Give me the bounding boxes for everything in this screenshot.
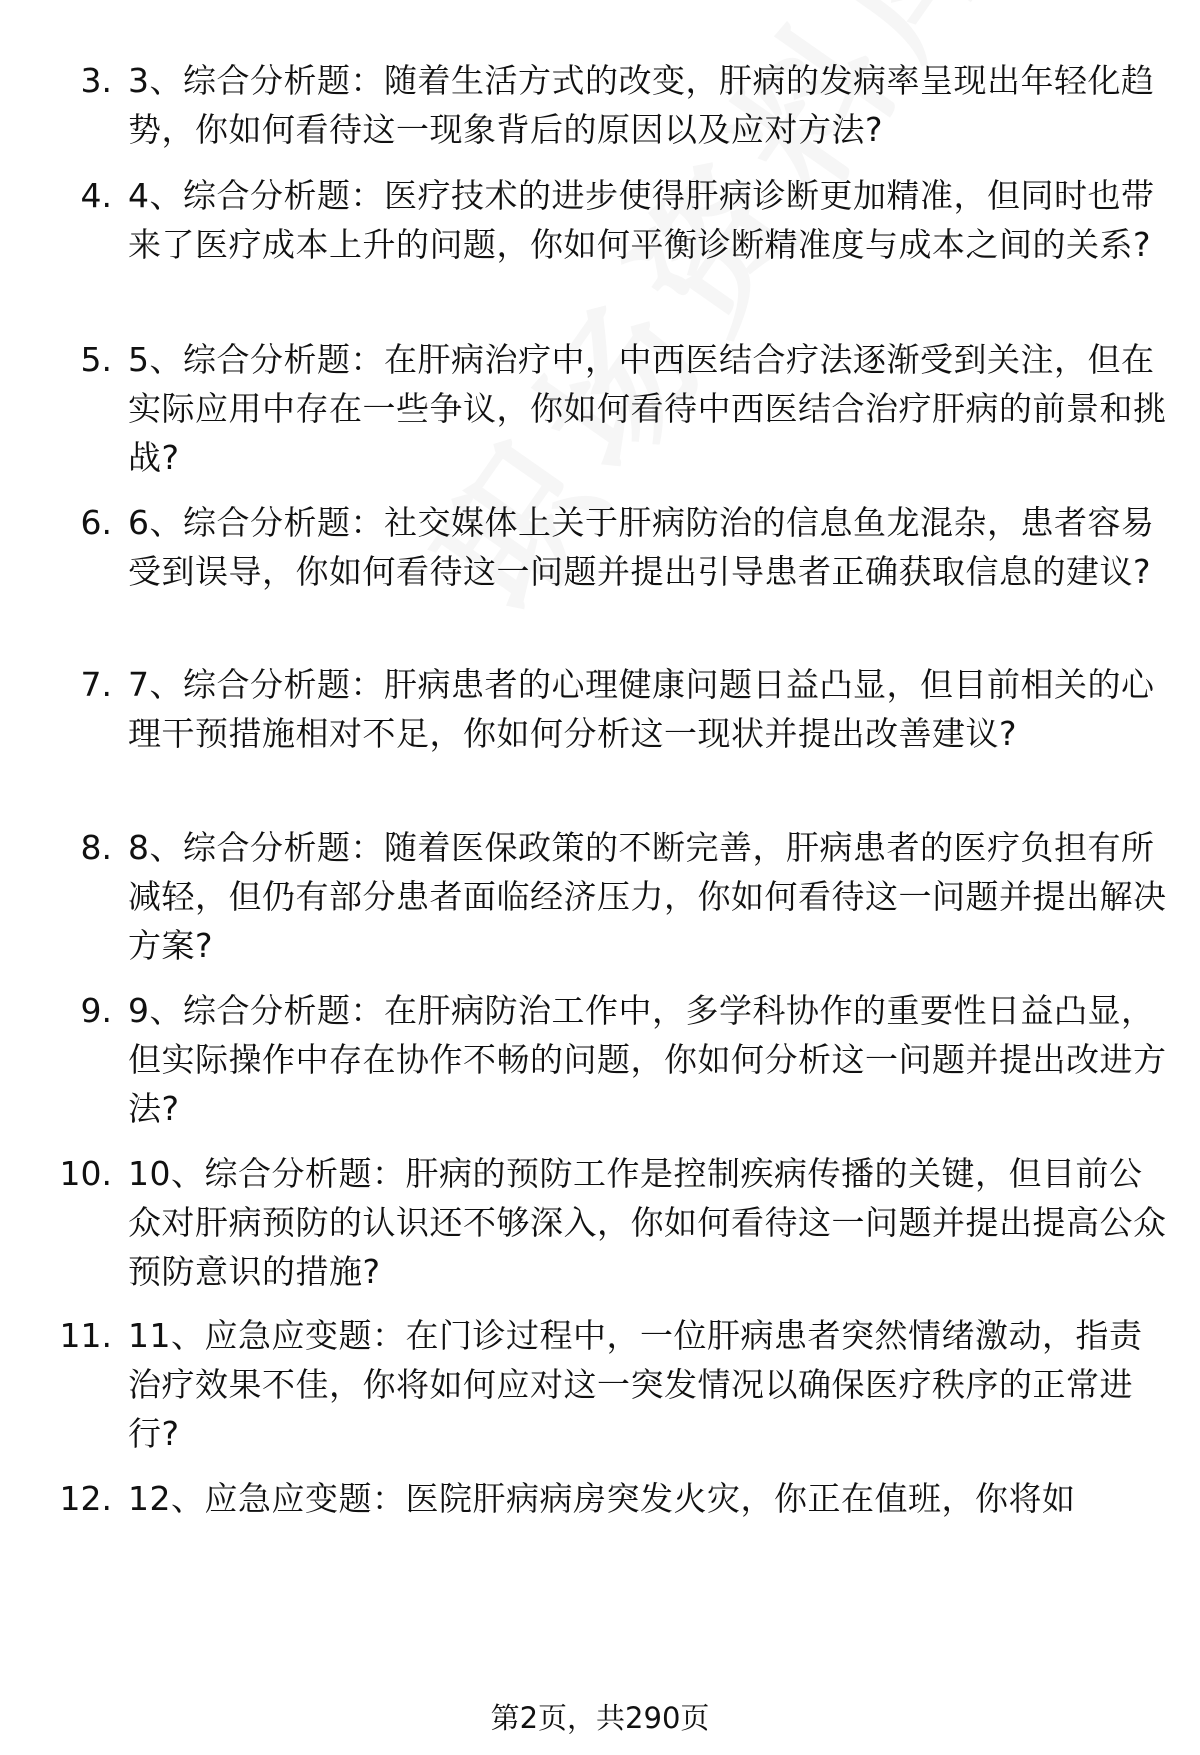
item-number: 11. xyxy=(59,1316,112,1355)
item-number: 4. xyxy=(80,176,112,215)
item-number: 6. xyxy=(80,503,112,542)
item-number: 3. xyxy=(80,61,112,100)
item-text: 6、综合分析题：社交媒体上关于肝病防治的信息鱼龙混杂，患者容易受到误导，你如何看待这一问题并提出引导患者正确获取信息的建议? xyxy=(128,503,1155,591)
item-text: 4、综合分析题：医疗技术的进步使得肝病诊断更加精准，但同时也带来了医疗成本上升的问题，你如何平衡诊断精准度与成本之间的关系? xyxy=(128,176,1155,264)
item-text: 5、综合分析题：在肝病治疗中，中西医结合疗法逐渐受到关注，但在实际应用中存在一些争议，你如何看待中西医结合治疗肝病的前景和挑战? xyxy=(128,340,1167,477)
item-text: 8、综合分析题：随着医保政策的不断完善，肝病患者的医疗负担有所减轻，但仍有部分患者面临经济压力，你如何看待这一问题并提出解决方案? xyxy=(128,828,1167,965)
item-text: 9、综合分析题：在肝病防治工作中，多学科协作的重要性日益凸显，但实际操作中存在协作不畅的问题，你如何分析这一问题并提出改进方法? xyxy=(128,991,1167,1128)
page-footer: 第2页，共290页 xyxy=(490,1701,710,1735)
item-number: 9. xyxy=(80,991,112,1030)
item-text: 12、应急应变题：医院肝病病房突发火灾，你正在值班，你将如 xyxy=(128,1479,1076,1518)
item-number: 5. xyxy=(80,340,112,379)
item-number: 7. xyxy=(80,665,112,704)
item-number: 12. xyxy=(59,1479,112,1518)
item-text: 11、应急应变题：在门诊过程中，一位肝病患者突然情绪激动，指责治疗效果不佳，你将如何应对这一突发情况以确保医疗秩序的正常进行? xyxy=(128,1316,1143,1453)
item-number: 10. xyxy=(59,1154,112,1193)
item-text: 3、综合分析题：随着生活方式的改变，肝病的发病率呈现出年轻化趋势，你如何看待这一现象背后的原因以及应对方法? xyxy=(128,61,1155,149)
item-text: 10、综合分析题：肝病的预防工作是控制疾病传播的关键，但目前公众对肝病预防的认识还不够深入，你如何看待这一问题并提出提高公众预防意识的措施? xyxy=(128,1154,1167,1291)
item-text: 7、综合分析题：肝病患者的心理健康问题日益凸显，但目前相关的心理干预措施相对不足，你如何分析这一现状并提出改善建议? xyxy=(128,665,1155,753)
item-number: 8. xyxy=(80,828,112,867)
